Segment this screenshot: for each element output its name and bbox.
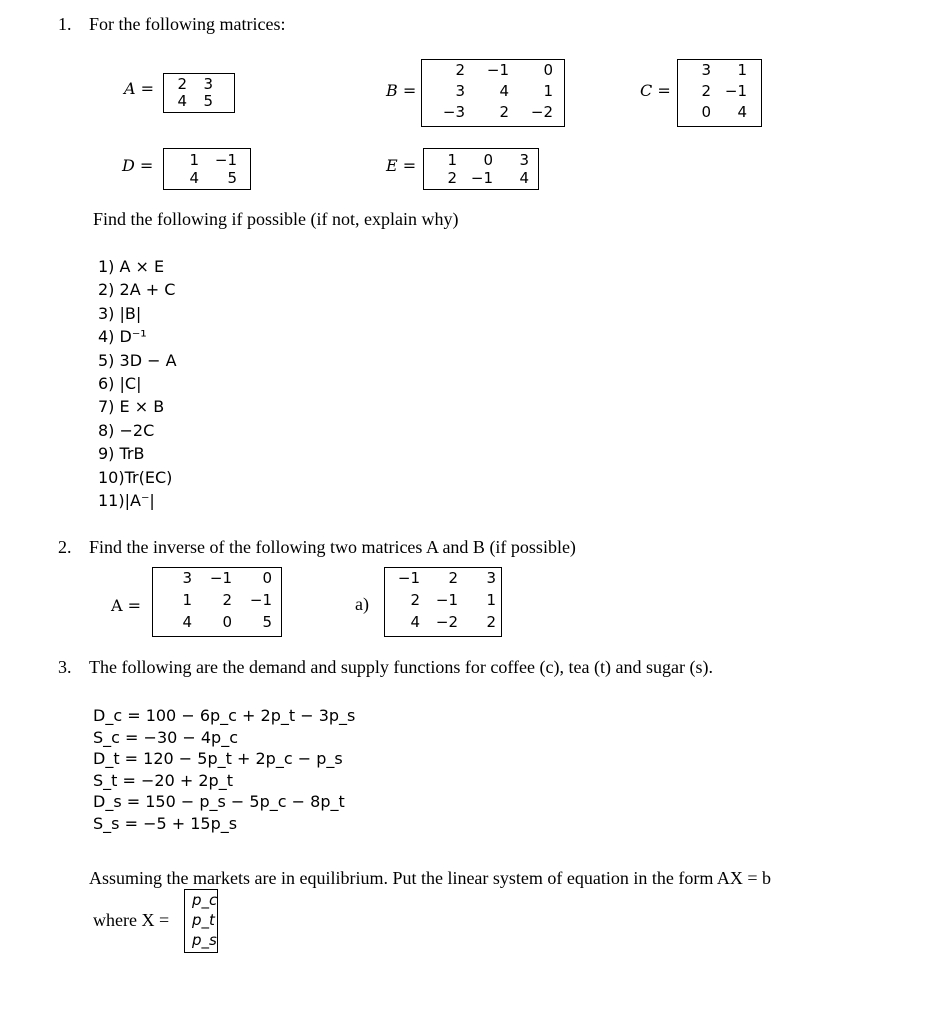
matrix-cell: 3 — [455, 82, 465, 100]
q1-item: 4) D⁻¹ — [98, 327, 147, 347]
matrix-cell: 2 — [701, 82, 711, 100]
q1-item: 5) 3D − A — [98, 350, 177, 370]
matrix-cell: −1 — [435, 591, 458, 609]
q3-equation: D_s = 150 − p_s − 5p_c − 8p_t — [93, 792, 345, 812]
matrix-cell: 4 — [177, 92, 187, 110]
q1-item: 7) E × B — [98, 397, 165, 417]
matrix-cell: 0 — [262, 569, 272, 587]
q3-equation: S_t = −20 + 2p_t — [93, 770, 233, 790]
matrix-c — [677, 59, 762, 127]
q1-item: 10)Tr(EC) — [98, 467, 173, 487]
matrix-cell: 1 — [182, 591, 192, 609]
matrix-a-label: A = — [124, 79, 155, 98]
matrix-cell: −1 — [397, 569, 420, 587]
matrix-cell: −2 — [530, 103, 553, 121]
x-vector-entry: p_t — [192, 911, 215, 929]
matrix-cell: −1 — [209, 569, 232, 587]
matrix-cell: 4 — [499, 82, 509, 100]
matrix-cell: −2 — [435, 613, 458, 631]
x-vector — [184, 889, 218, 953]
matrix-cell: 2 — [486, 613, 496, 631]
matrix-d — [163, 148, 251, 190]
matrix-cell: 0 — [701, 103, 711, 121]
q1-number: 1. — [58, 14, 72, 34]
matrix-cell: 2 — [410, 591, 420, 609]
matrix-b-label: B = — [386, 81, 417, 100]
q2-matrix-b — [384, 567, 502, 637]
matrix-cell: −1 — [724, 82, 747, 100]
q3-number: 3. — [58, 657, 72, 677]
matrix-cell: 0 — [483, 151, 493, 169]
q1-item: 9) TrB — [98, 444, 145, 464]
q1-item: 11)|A⁻| — [98, 491, 155, 510]
q2-matrix-a-label: A = — [111, 596, 142, 615]
q1-item: 1) A × E — [98, 257, 165, 276]
matrix-c-label: C = — [640, 81, 671, 100]
matrix-cell: 1 — [189, 151, 199, 169]
matrix-cell: 1 — [486, 591, 496, 609]
q1-instruction: Find the following if possible (if not, explain why) — [93, 209, 459, 229]
x-vector-entry: p_s — [192, 931, 217, 949]
q3-prompt: The following are the demand and supply functions for coffee (c), tea (t) and sugar (s). — [89, 657, 713, 677]
matrix-cell: 3 — [486, 569, 496, 587]
q2-part-a-label: a) — [355, 594, 369, 614]
matrix-d-label: D = — [122, 156, 154, 175]
q1-item: 3) |B| — [98, 303, 142, 323]
q3-equation: S_s = −5 + 15p_s — [93, 814, 238, 833]
matrix-cell: 5 — [203, 92, 213, 110]
matrix-cell: 3 — [182, 569, 192, 587]
matrix-cell: 5 — [227, 169, 237, 187]
matrix-cell: 2 — [455, 61, 465, 79]
q3-equation: D_t = 120 − 5p_t + 2p_c − p_s — [93, 749, 343, 769]
matrix-cell: 5 — [262, 613, 272, 631]
matrix-cell: 3 — [701, 61, 711, 79]
matrix-cell: 4 — [189, 169, 199, 187]
q3-equation: S_c = −30 − 4p_c — [93, 727, 239, 747]
q3-assumption: Assuming the markets are in equilibrium. Put the linear system of equation in the form AX = b — [89, 868, 772, 888]
matrix-b — [421, 59, 565, 127]
matrix-cell: −3 — [442, 103, 465, 121]
matrix-cell: 4 — [410, 613, 420, 631]
matrix-cell: 2 — [177, 75, 187, 93]
matrix-cell: 1 — [447, 151, 457, 169]
q3-equation: D_c = 100 − 6p_c + 2p_t − 3p_s — [93, 706, 356, 725]
matrix-e-label: E = — [386, 156, 417, 175]
matrix-cell: 1 — [543, 82, 553, 100]
q1-item: 2) 2A + C — [98, 280, 176, 300]
matrix-cell: 4 — [182, 613, 192, 631]
matrix-cell: 2 — [499, 103, 509, 121]
matrix-cell: 3 — [203, 75, 213, 93]
q2-matrix-a — [152, 567, 282, 637]
q1-item: 6) |C| — [98, 374, 142, 393]
matrix-cell: 3 — [519, 151, 529, 169]
matrix-e — [423, 148, 539, 190]
matrix-cell: −1 — [249, 591, 272, 609]
matrix-cell: 2 — [448, 569, 458, 587]
matrix-a — [163, 73, 235, 113]
q2-prompt: Find the inverse of the following two matrices A and B (if possible) — [89, 537, 576, 557]
matrix-cell: 0 — [222, 613, 232, 631]
matrix-cell: −1 — [214, 151, 237, 169]
matrix-cell: 2 — [222, 591, 232, 609]
matrix-cell: −1 — [486, 61, 509, 79]
matrix-cell: 2 — [447, 169, 457, 187]
matrix-cell: 4 — [737, 103, 747, 121]
matrix-cell: 1 — [737, 61, 747, 79]
matrix-cell: 4 — [519, 169, 529, 187]
x-vector-entry: p_c — [192, 891, 218, 909]
matrix-cell: −1 — [470, 169, 493, 187]
matrix-cell: 0 — [543, 61, 553, 79]
q1-prompt: For the following matrices: — [89, 14, 286, 34]
where-label: where X = — [93, 910, 170, 930]
q2-number: 2. — [58, 537, 72, 557]
q1-item: 8) −2C — [98, 420, 155, 440]
